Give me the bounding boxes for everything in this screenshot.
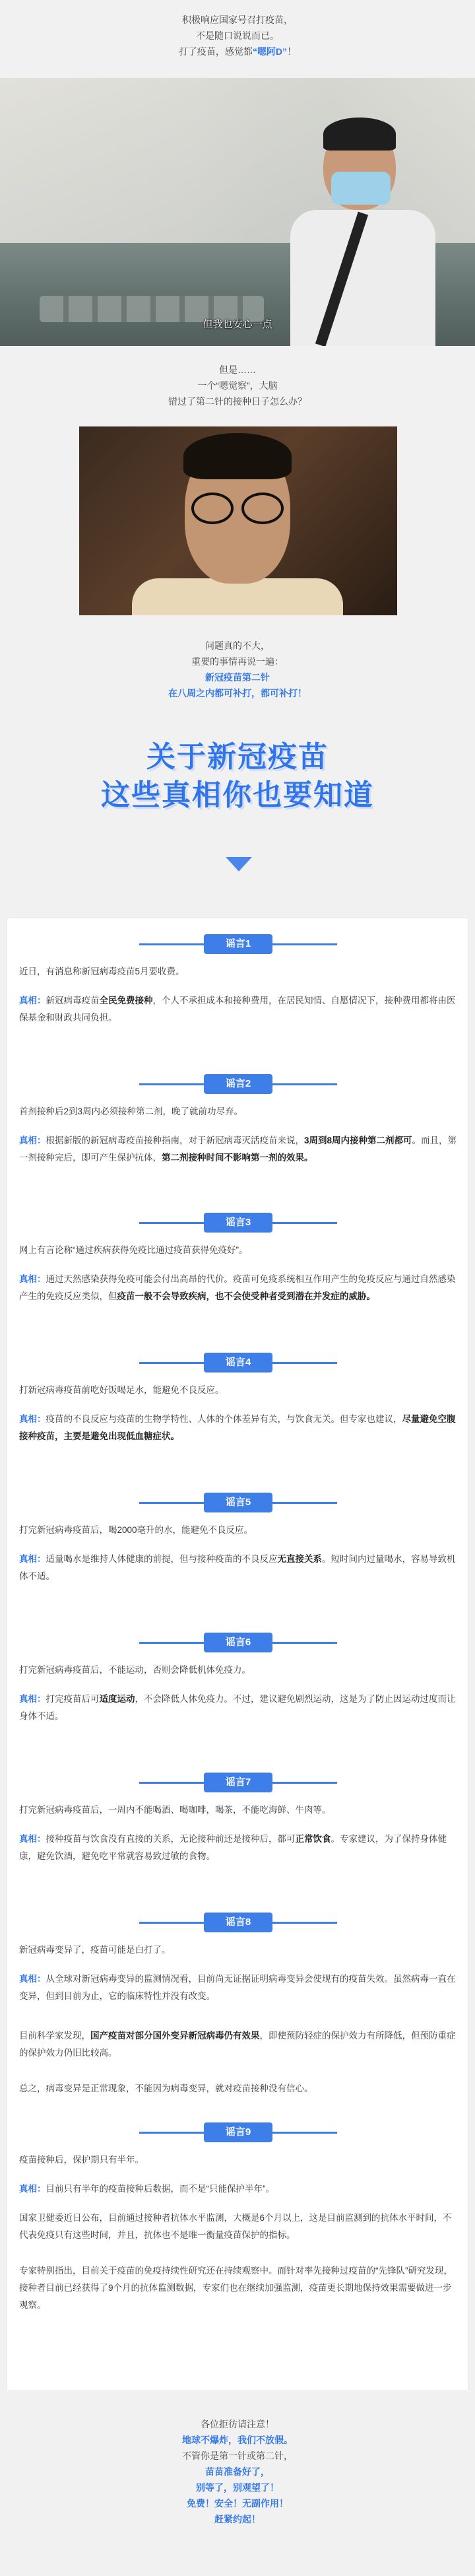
truth-emphasis: 尽量避免空腹接种疫苗，主要是避免出现低血糖症状。 bbox=[19, 1414, 456, 1441]
outro-line-4: 苗苗准备好了， bbox=[205, 2466, 270, 2477]
truth-tag: 真相： bbox=[19, 1834, 46, 1844]
rumor-label: 谣言2 bbox=[204, 1074, 272, 1094]
truth-text: 适量喝水是维持人体健康的前提，但与接种疫苗的不良反应 bbox=[46, 1554, 278, 1564]
photo-caption: 但我也安心一点 bbox=[203, 319, 272, 330]
truth-text: ，个人不承担成本和接种费用，在居民知情、自愿情况下，接种费用都将由医保基金和财政共同负担。 bbox=[19, 996, 456, 1023]
hospital-photo bbox=[0, 78, 475, 346]
truth-emphasis: 第二剂接种时间不影响第一剂的效果。 bbox=[162, 1153, 313, 1163]
intro-highlight: “嗯阿D” bbox=[252, 46, 288, 57]
rumor-truth bbox=[19, 1551, 457, 1585]
intro-line-3 bbox=[0, 44, 475, 59]
mid-text-1 bbox=[0, 362, 475, 409]
outro-text bbox=[0, 2416, 475, 2527]
closeup-photo bbox=[79, 426, 397, 615]
mid2-line-3: 新冠疫苗第二针 bbox=[205, 672, 270, 683]
truth-tag: 真相： bbox=[19, 1414, 46, 1424]
rumor-label-bar bbox=[7, 1213, 469, 1233]
truth-emphasis: 适度运动 bbox=[99, 1694, 135, 1704]
rumor-label-bar bbox=[7, 1773, 469, 1792]
truth-text: 根据新版的新冠病毒疫苗接种指南，对于新冠病毒灭活疫苗来说， bbox=[46, 1135, 304, 1145]
mid-text-2 bbox=[0, 638, 475, 701]
rumor-claim: 打完新冠病毒疫苗后，一周内不能喝酒、喝咖啡，喝茶，不能吃海鲜、牛肉等。 bbox=[19, 1805, 331, 1815]
extra-emphasis: 国产疫苗对部分国外变异新冠病毒仍有效果 bbox=[90, 2031, 260, 2041]
truth-text: 通过天然感染获得免疫可能会付出高昂的代价。疫苗可免疫系统相互作用产生的免疫反应与通过自然感染产生的免疫反应类似，但 bbox=[19, 1274, 456, 1301]
intro-line-1: 积极响应国家号召打疫苗， bbox=[182, 15, 293, 25]
rumor-claim: 打完新冠病毒疫苗后，不能运动，否则会降低机体免疫力。 bbox=[19, 1665, 251, 1675]
truth-tag: 真相： bbox=[19, 1554, 46, 1564]
section-title-line-2: 这些真相你也要知道 bbox=[101, 779, 374, 811]
intro-text bbox=[0, 12, 475, 59]
rumor-truth bbox=[19, 1411, 457, 1445]
rumor-truth bbox=[19, 1831, 457, 1865]
truth-text: 。短时间内过量喝水，容易导致机体不适。 bbox=[19, 1554, 456, 1581]
truth-text: 打完疫苗后可 bbox=[46, 1694, 100, 1704]
truth-tag: 真相： bbox=[19, 1694, 46, 1704]
rumor-label: 谣言3 bbox=[204, 1213, 272, 1233]
truth-tag: 真相： bbox=[19, 1974, 46, 1984]
outro-line-1: 各位拒彷请注意！ bbox=[201, 2419, 274, 2429]
rumor-card bbox=[7, 918, 468, 2391]
intro-line-3-post: ！ bbox=[287, 46, 297, 57]
rumor-label-bar bbox=[7, 2122, 469, 2142]
rumor-claim: 打完新冠病毒疫苗后，喝2000毫升的水，能避免不良反应。 bbox=[19, 1525, 253, 1535]
rumor-label-bar bbox=[7, 1074, 469, 1094]
truth-tag: 真相： bbox=[19, 1274, 46, 1284]
rumor-label: 谣言7 bbox=[204, 1773, 272, 1792]
outro-line-7: 赶紧约起！ bbox=[214, 2514, 261, 2525]
outro-line-3: 不管你是第一针或第二针， bbox=[182, 2451, 293, 2461]
rumor-label-bar bbox=[7, 1353, 469, 1373]
truth-text: 新冠病毒疫苗 bbox=[46, 996, 100, 1005]
rumor-claim: 近日，有消息称新冠病毒疫苗5月要收费。 bbox=[19, 966, 185, 976]
truth-emphasis: 全民免费接种 bbox=[99, 996, 153, 1005]
rumor-extra-paragraph bbox=[19, 2210, 457, 2244]
rumor-label: 谣言8 bbox=[204, 1913, 272, 1932]
outro-line-2: 地球不爆炸，我们不放假。 bbox=[182, 2435, 293, 2445]
rumor-truth bbox=[19, 1132, 457, 1167]
extra-text: ，即使预防轻症的保护效力有所降低，但预防重症的保护效力仍旧比较高。 bbox=[19, 2031, 456, 2058]
truth-text: 接种疫苗与饮食没有直接的关系，无论接种前还是接种后，都可 bbox=[46, 1834, 296, 1844]
truth-text: 目前只有半年的疫苗接种后数据，而不是“只能保护半年”。 bbox=[46, 2184, 274, 2194]
truth-text: 。而且，第一剂接种完后，即可产生保护抗体， bbox=[19, 1135, 457, 1163]
outro-line-5: 别等了，别观望了！ bbox=[196, 2482, 279, 2493]
closeup-shirt bbox=[132, 578, 343, 615]
down-arrow-icon bbox=[226, 857, 252, 871]
rumor-label-bar bbox=[7, 1633, 469, 1652]
rumor-label-bar bbox=[7, 934, 469, 954]
section-title-line-1: 关于新冠疫苗 bbox=[146, 741, 329, 773]
rumor-claim: 打新冠病毒疫苗前吃好饭喝足水，能避免不良反应。 bbox=[19, 1385, 224, 1395]
mid1-line-2: 一个“嗯觉察”，大脑 bbox=[197, 380, 278, 391]
rumor-truth bbox=[19, 1691, 457, 1725]
rumor-label: 谣言6 bbox=[204, 1633, 272, 1652]
rumor-summary-paragraph: 专家特别指出，目前关于疫苗的免疫持续性研究还在持续观察中。而针对率先接种过疫苗的“先锋队”研究发现，接种者目前已经获得了9个月的抗体监测数据，专家们也在继续加强监测，疫苗更长期地保持效果需要做进一步观察。 bbox=[19, 2266, 453, 2310]
rumor-label: 谣言9 bbox=[204, 2122, 272, 2142]
rumor-truth bbox=[19, 1271, 457, 1305]
rumor-truth bbox=[19, 2181, 457, 2198]
mid1-line-3: 错过了第二针的接种日子怎么办？ bbox=[168, 396, 307, 407]
section-title bbox=[0, 738, 475, 815]
extra-text: 国家卫健委近日公布，目前通过接种者抗体水平监测，大概是6个月以上，这是目前监测到的抗体水平时间，不代表免疫只有这些时间，并且，抗体也不是唯一衡量疫苗保护的指标。 bbox=[19, 2213, 452, 2240]
rumor-label: 谣言1 bbox=[204, 934, 272, 954]
rumor-label-bar bbox=[7, 1493, 469, 1512]
truth-emphasis: 3周到8周内接种第二剂都可 bbox=[304, 1135, 412, 1145]
photo-person bbox=[290, 118, 435, 346]
truth-text: 疫苗的不良反应与疫苗的生物学特性、人体的个体差异有关，与饮食无关。但专家也建议， bbox=[46, 1414, 402, 1424]
rumor-claim: 首剂接种后2到3周内必须接种第二剂，晚了就前功尽弃。 bbox=[19, 1106, 243, 1116]
person-hair bbox=[323, 118, 396, 151]
rumor-truth bbox=[19, 992, 457, 1027]
intro-line-3-pre: 打了疫苗，感觉都 bbox=[178, 46, 253, 57]
glasses-right-lens bbox=[241, 492, 284, 524]
truth-emphasis: 疫苗一般不会导致疾病，也不会使受种者受到潜在并发症的威胁。 bbox=[117, 1291, 375, 1301]
closeup-hair bbox=[183, 433, 292, 479]
truth-text: 。专家建议，为了保持身体健康，避免饮酒，避免吃平常就容易致过敏的食物。 bbox=[19, 1834, 447, 1861]
truth-text: 从全球对新冠病毒变异的监测情况看，目前尚无证据证明病毒变异会使现有的疫苗失效。虽然病毒一直在变异，但到目前为止，它的临床特性并没有改变。 bbox=[19, 1974, 456, 2001]
truth-tag: 真相： bbox=[19, 996, 46, 1005]
truth-text: ，不会降低人体免疫力。不过，建议避免剧烈运动，这是为了防止因运动过度而让身体不适。 bbox=[19, 1694, 456, 1721]
rumor-truth bbox=[19, 1971, 457, 2005]
mid2-line-1: 问题真的不大， bbox=[205, 640, 270, 651]
mid2-line-2: 重要的事情再说一遍： bbox=[191, 656, 284, 667]
extra-text: 目前科学家发现， bbox=[19, 2031, 90, 2041]
mid2-line-4: 在八周之内都可补打，都可补打！ bbox=[168, 688, 307, 698]
rumor-label-bar bbox=[7, 1913, 469, 1932]
outro-line-6: 免费！安全！无副作用！ bbox=[187, 2498, 288, 2509]
rumor-label: 谣言5 bbox=[204, 1493, 272, 1512]
truth-tag: 真相： bbox=[19, 1135, 46, 1145]
truth-emphasis: 正常饮食 bbox=[295, 1834, 331, 1844]
face-mask bbox=[331, 172, 391, 205]
rumor-claim: 新冠病毒变异了，疫苗可能是白打了。 bbox=[19, 1945, 171, 1955]
intro-line-2: 不是随口说说而已。 bbox=[196, 30, 279, 41]
rumor-summary-paragraph: 总之，病毒变异是正常现象，不能因为病毒变异，就对疫苗接种没有信心。 bbox=[19, 2084, 313, 2093]
truth-emphasis: 无直接关系 bbox=[277, 1554, 322, 1564]
rumor-extra-paragraph bbox=[19, 2027, 457, 2062]
rumor-claim: 疫苗接种后，保护期只有半年。 bbox=[19, 2155, 144, 2165]
rumor-label: 谣言4 bbox=[204, 1353, 272, 1373]
rumor-claim: 网上有言论称“通过疾病获得免疫比通过疫苗获得免疫好”。 bbox=[19, 1245, 248, 1255]
mid1-line-1: 但是…… bbox=[219, 364, 256, 375]
glasses-left-lens bbox=[191, 492, 234, 524]
truth-tag: 真相： bbox=[19, 2184, 46, 2194]
